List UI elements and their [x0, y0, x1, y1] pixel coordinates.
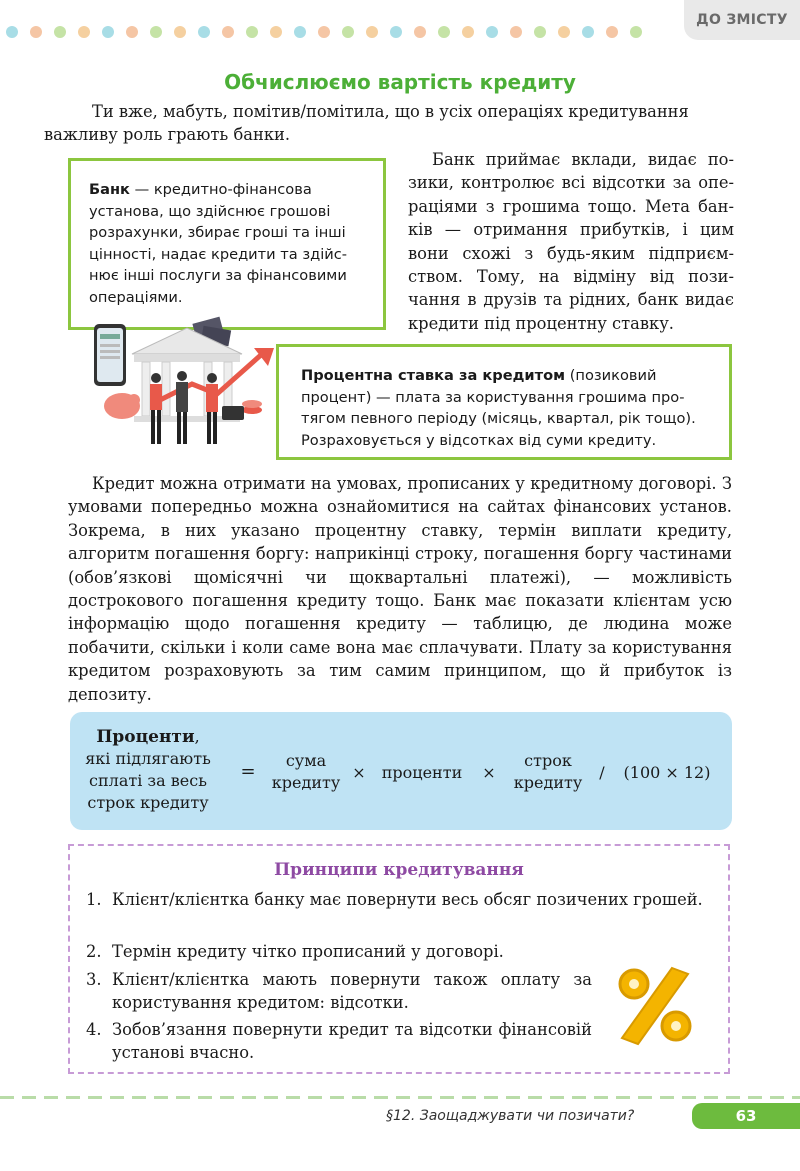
header-dot — [438, 26, 450, 38]
header-dot — [582, 26, 594, 38]
header-dot — [78, 26, 90, 38]
formula-lhs-line4: строк кредиту — [87, 793, 209, 812]
formula-term-period — [508, 750, 588, 794]
formula-lhs-line2: які підлягають — [85, 749, 211, 768]
principles-item-text: Клієнт/клієнтка мають повернути також оплату за користування кредитом: відсотки. — [112, 970, 592, 1013]
formula-lhs — [84, 726, 212, 814]
principles-title: Принципи кредитування — [274, 860, 524, 880]
formula-times-2: × — [482, 763, 496, 782]
header-dot — [270, 26, 282, 38]
header-dot — [510, 26, 522, 38]
formula-lhs-bold: Проценти — [96, 727, 195, 747]
header-dot — [198, 26, 210, 38]
formula-term-percent: проценти — [381, 763, 463, 782]
formula-lhs-comma: , — [194, 727, 200, 746]
header-dot — [366, 26, 378, 38]
formula-term-sum — [266, 750, 346, 794]
header-dot — [558, 26, 570, 38]
formula-divide: / — [599, 763, 605, 782]
intro-line-2: важливу роль грають банки. — [44, 125, 291, 145]
rate-definition-term: Процентна ставка за кредитом — [301, 367, 566, 384]
header-dot — [126, 26, 138, 38]
header-dot — [102, 26, 114, 38]
principles-item-num: 4. — [86, 1020, 102, 1039]
header-dot — [630, 26, 642, 38]
principles-item-num: 3. — [86, 970, 102, 989]
bank-paragraph: Банк приймає вклади, видає позики, контролює всі відсотки за операціями з грошима тощо. Мета банків — отримання прибутків, і цим вони схожі з будь-яким підприємством. Тому, на відміну від позичання в друзів та рідних, банк видає кредити під процентну ставку. — [408, 150, 734, 333]
formula-equals: = — [240, 761, 256, 782]
piggy-bank-icon — [104, 393, 140, 419]
footer-section-ref: §12. Заощаджувати чи позичати? — [386, 1108, 635, 1124]
principles-item-text: Термін кредиту чітко прописаний у договорі. — [112, 942, 504, 961]
table-of-contents-button[interactable]: ДО ЗМІСТУ — [684, 0, 800, 40]
header-dot — [318, 26, 330, 38]
percent-icon — [610, 960, 700, 1050]
header-dot — [294, 26, 306, 38]
page-number: 63 — [692, 1103, 800, 1129]
principles-item-text: Зобов’язання повернути кредит та відсотки фінансовій установі вчасно. — [112, 1020, 592, 1063]
principles-item — [86, 1018, 592, 1065]
intro-line-1: Ти вже, мабуть, помітив/помітила, що в усіх операціях кредитування — [92, 102, 689, 121]
principles-item — [86, 968, 592, 1015]
formula-term-sum-line1: сума — [285, 751, 327, 770]
header-dot — [222, 26, 234, 38]
formula-term-period-line1: строк — [524, 751, 572, 770]
header-dot — [54, 26, 66, 38]
header-dot — [150, 26, 162, 38]
header-dot — [462, 26, 474, 38]
header-dot — [486, 26, 498, 38]
footer-divider — [0, 1096, 800, 1099]
formula-lhs-line3: сплаті за весь — [89, 771, 207, 790]
formula-term-period-line2: кредиту — [513, 773, 583, 792]
header-dot — [30, 26, 42, 38]
principles-box — [68, 844, 730, 1074]
intro-paragraph — [44, 100, 732, 147]
section-title: Обчислюємо вартість кредиту — [224, 70, 576, 94]
formula-divisor: (100 × 12) — [623, 763, 711, 782]
header-dot — [534, 26, 546, 38]
header-dot — [606, 26, 618, 38]
formula-term-sum-line2: кредиту — [271, 773, 341, 792]
bank-illustration — [82, 314, 282, 464]
bank-definition-box — [68, 158, 386, 330]
header-dot — [246, 26, 258, 38]
bank-definition-term: Банк — [89, 181, 130, 198]
credit-paragraph: Кредит можна отримати на умовах, прописаних у кредитному договорі. З умовами попередньо можна ознайомитися на сайтах фінансових установ. Зокрема, в них указано процентну ставку, термін виплати кредиту, алгоритм погашення боргу: наприкінці строку, погашення боргу частинами (обов’язкові щомісячні чи щоквартальні платежі), — можливість дострокового погашення кредиту тощо. Банк має показати клієнтам усю інформацію щодо погашення кредиту — таблицю, де людина може побачити, скільки і коли саме вона має сплачувати. Плату за користування кредитом розраховують за тим самим принципом, що й прибуток із депозиту. — [68, 474, 732, 704]
principles-item-num: 1. — [86, 890, 102, 909]
header-dot — [174, 26, 186, 38]
header-dot — [390, 26, 402, 38]
interest-formula-box — [70, 712, 732, 830]
principles-item-num: 2. — [86, 942, 102, 961]
principles-item-text: Клієнт/клієнтка банку має повернути весь обсяг позичених грошей. — [112, 890, 703, 909]
rate-definition-box — [276, 344, 732, 460]
rate-definition-text: (позиковий процент) — плата за користування грошима протягом певного періоду (місяць, квартал, рік тощо). Розраховується у відсотках від суми кредиту. — [301, 367, 696, 449]
header-dots — [6, 26, 642, 38]
header-dot — [414, 26, 426, 38]
principles-item — [86, 888, 714, 911]
bank-definition-text: — кредитно-фінансова установа, що здійснює грошові розрахунки, збирає гроші та інші цінності, надає кредити та здійснює інші послуги за фінансовими операціями. — [89, 181, 348, 306]
formula-times-1: × — [352, 763, 366, 782]
header-dot — [6, 26, 18, 38]
header-dot — [342, 26, 354, 38]
